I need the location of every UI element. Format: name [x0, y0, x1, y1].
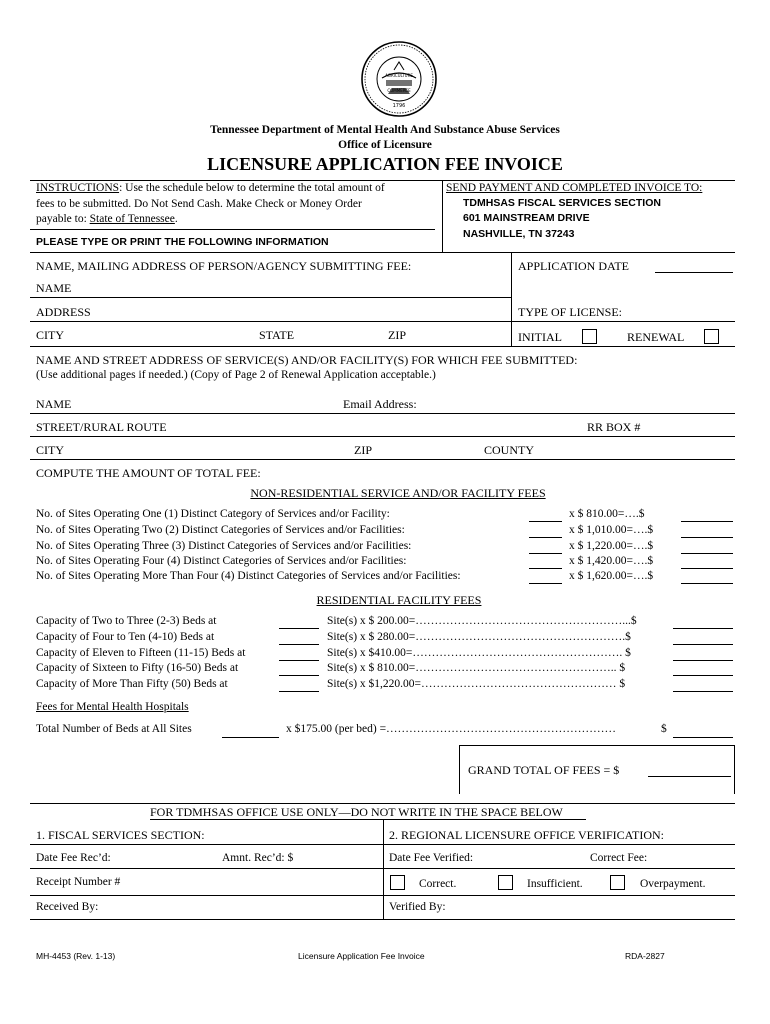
application-date-label: APPLICATION DATE	[518, 259, 629, 273]
nonres-count-4[interactable]	[529, 568, 562, 569]
overpayment-checkbox[interactable]	[610, 875, 625, 890]
nonres-count-1[interactable]	[529, 521, 562, 522]
regional-section-label: 2. REGIONAL LICENSURE OFFICE VERIFICATION:	[389, 828, 665, 842]
nonres-count-2[interactable]	[529, 537, 562, 538]
mental-label: Total Number of Beds at All Sites	[36, 723, 192, 735]
receipt-number-label: Receipt Number #	[36, 876, 121, 888]
instructions-line3	[36, 213, 178, 225]
department-name: Tennessee Department of Mental Health And Substance Abuse Services	[210, 124, 560, 136]
nonres-count-3[interactable]	[529, 553, 562, 554]
rr-box-label: RR BOX #	[587, 420, 641, 434]
submitter-name-label: NAME	[36, 281, 72, 295]
please-type-text: PLEASE TYPE OR PRINT THE FOLLOWING INFORMATION	[36, 236, 329, 248]
res-rate-1: Site(s) x $ 200.00=………………………………………………...$	[327, 615, 637, 627]
res-beds-4[interactable]	[279, 675, 319, 676]
nonres-count-5[interactable]	[529, 583, 562, 584]
res-amount-5[interactable]	[673, 691, 733, 692]
compute-heading: COMPUTE THE AMOUNT OF TOTAL FEE:	[36, 466, 261, 480]
facility-city-label: CITY	[36, 443, 64, 457]
nonres-label-3: No. of Sites Operating Three (3) Distinct Categories of Services and/or Facilities:	[36, 540, 412, 552]
initial-checkbox[interactable]	[582, 329, 597, 344]
send-line3: NASHVILLE, TN 37243	[463, 228, 575, 240]
res-label-3: Capacity of Eleven to Fifteen (11-15) Beds at	[36, 647, 246, 659]
correct-checkbox[interactable]	[390, 875, 405, 890]
submitter-zip-label: ZIP	[388, 328, 406, 342]
res-label-5: Capacity of More Than Fifty (50) Beds at	[36, 678, 228, 690]
nonres-heading: NON-RESIDENTIAL SERVICE AND/OR FACILITY FEES	[250, 486, 546, 500]
mental-amount-field[interactable]	[673, 737, 733, 738]
res-beds-5[interactable]	[279, 691, 319, 692]
tennessee-state-seal	[360, 40, 438, 118]
application-date-field[interactable]	[655, 272, 733, 273]
send-line1: TDMHSAS FISCAL SERVICES SECTION	[463, 197, 661, 209]
nonres-rate-3: x $ 1,220.00=….$	[569, 540, 654, 552]
res-beds-2[interactable]	[279, 644, 319, 645]
insufficient-label: Insufficient.	[527, 878, 583, 890]
mental-heading: Fees for Mental Health Hospitals	[36, 701, 189, 713]
nonres-amount-2[interactable]	[681, 537, 733, 538]
facility-heading: NAME AND STREET ADDRESS OF SERVICE(S) AND/OR FACILITY(S) FOR WHICH FEE SUBMITTED:	[36, 353, 578, 367]
instructions-label: INSTRUCTIONS	[36, 182, 120, 194]
county-label: COUNTY	[484, 443, 534, 457]
nonres-label-5: No. of Sites Operating More Than Four (4) Distinct Categories of Services and/or Facilities:	[36, 570, 461, 582]
res-rate-2: Site(s) x $ 280.00=……………………………………………….$	[327, 631, 631, 643]
mental-rate: x $175.00 (per bed) =……………………………………………………	[286, 723, 617, 735]
nonres-rate-1: x $ 810.00=….$	[569, 508, 645, 520]
res-beds-3[interactable]	[279, 660, 319, 661]
nonres-amount-3[interactable]	[681, 553, 733, 554]
date-verified-label: Date Fee Verified:	[389, 852, 474, 864]
overpayment-label: Overpayment.	[640, 878, 706, 890]
res-rate-4: Site(s) x $ 810.00=…………………………………………….. $	[327, 662, 626, 674]
res-label-2: Capacity of Four to Ten (4-10) Beds at	[36, 631, 215, 643]
res-heading: RESIDENTIAL FACILITY FEES	[316, 593, 482, 607]
res-amount-1[interactable]	[673, 628, 733, 629]
res-amount-3[interactable]	[673, 660, 733, 661]
street-label: STREET/RURAL ROUTE	[36, 420, 167, 434]
facility-name-label: NAME	[36, 397, 72, 411]
rda-number: RDA-2827	[625, 951, 665, 961]
payee-period: .	[174, 213, 178, 225]
payee-name: State of Tennessee	[89, 213, 175, 225]
send-heading: SEND PAYMENT AND COMPLETED INVOICE TO:	[446, 182, 703, 194]
seal-year-text: 1796	[392, 103, 406, 109]
nonres-rate-2: x $ 1,010.00=….$	[569, 524, 654, 536]
nonres-amount-4[interactable]	[681, 568, 733, 569]
seal-comm-text: COMMERCE	[387, 88, 411, 93]
nonres-label-4: No. of Sites Operating Four (4) Distinct Categories of Services and/or Facilities:	[36, 555, 407, 567]
initial-label: INITIAL	[518, 330, 562, 344]
res-label-4: Capacity of Sixteen to Fifty (16-50) Beds at	[36, 662, 239, 674]
date-fee-rec-label: Date Fee Rec’d:	[36, 852, 111, 864]
insufficient-checkbox[interactable]	[498, 875, 513, 890]
facility-subtext: (Use additional pages if needed.) (Copy of Page 2 of Renewal Application acceptable.)	[36, 369, 436, 381]
renewal-checkbox[interactable]	[704, 329, 719, 344]
res-rate-5: Site(s) x $1,220.00=…………………………………………… $	[327, 678, 626, 690]
form-number: MH-4453 (Rev. 1-13)	[36, 951, 116, 961]
received-by-label: Received By:	[36, 901, 99, 913]
payable-to-label: payable to:	[36, 213, 90, 225]
facility-zip-label: ZIP	[354, 443, 372, 457]
res-amount-2[interactable]	[673, 644, 733, 645]
verified-by-label: Verified By:	[389, 901, 446, 913]
instructions-text	[36, 182, 385, 194]
mental-beds-field[interactable]	[222, 737, 279, 738]
res-beds-1[interactable]	[279, 628, 319, 629]
office-name: Office of Licensure	[338, 139, 432, 151]
submitter-address-label: ADDRESS	[36, 305, 91, 319]
type-of-license-label: TYPE OF LICENSE:	[518, 305, 623, 319]
nonres-rate-4: x $ 1,420.00=….$	[569, 555, 654, 567]
nonres-label-1: No. of Sites Operating One (1) Distinct Category of Services and/or Facility:	[36, 508, 390, 520]
instructions-line2: fees to be submitted. Do Not Send Cash. Make Check or Money Order	[36, 198, 362, 210]
submitter-state-label: STATE	[259, 328, 295, 342]
email-label: Email Address:	[343, 397, 417, 411]
submitter-heading: NAME, MAILING ADDRESS OF PERSON/AGENCY SUBMITTING FEE:	[36, 259, 412, 273]
nonres-rate-5: x $ 1,620.00=….$	[569, 570, 654, 582]
seal-agri-text: AGRICULTURE	[385, 73, 413, 78]
instructions-line1: : Use the schedule below to determine the total amount of	[119, 182, 385, 194]
res-rate-3: Site(s) x $410.00=………………………………………………. $	[327, 647, 631, 659]
amnt-rec-label: Amnt. Rec’d: $	[222, 852, 294, 864]
nonres-label-2: No. of Sites Operating Two (2) Distinct Categories of Services and/or Facilities:	[36, 524, 405, 536]
submitter-city-label: CITY	[36, 328, 64, 342]
renewal-label: RENEWAL	[627, 330, 685, 344]
mental-dollar: $	[661, 723, 667, 735]
res-amount-4[interactable]	[673, 675, 733, 676]
send-line2: 601 MAINSTREAM DRIVE	[463, 212, 590, 224]
fiscal-section-label: 1. FISCAL SERVICES SECTION:	[36, 828, 205, 842]
page-title: LICENSURE APPLICATION FEE INVOICE	[207, 154, 563, 174]
nonres-amount-1[interactable]	[681, 521, 733, 522]
office-use-heading: FOR TDMHSAS OFFICE USE ONLY—DO NOT WRITE IN THE SPACE BELOW	[150, 805, 563, 819]
grand-total-field[interactable]	[648, 776, 731, 777]
correct-fee-label: Correct Fee:	[590, 852, 648, 864]
footer-title: Licensure Application Fee Invoice	[298, 951, 425, 961]
res-label-1: Capacity of Two to Three (2-3) Beds at	[36, 615, 217, 627]
correct-label: Correct.	[419, 878, 457, 890]
grand-total-label: GRAND TOTAL OF FEES = $	[468, 763, 620, 777]
nonres-amount-5[interactable]	[681, 583, 733, 584]
